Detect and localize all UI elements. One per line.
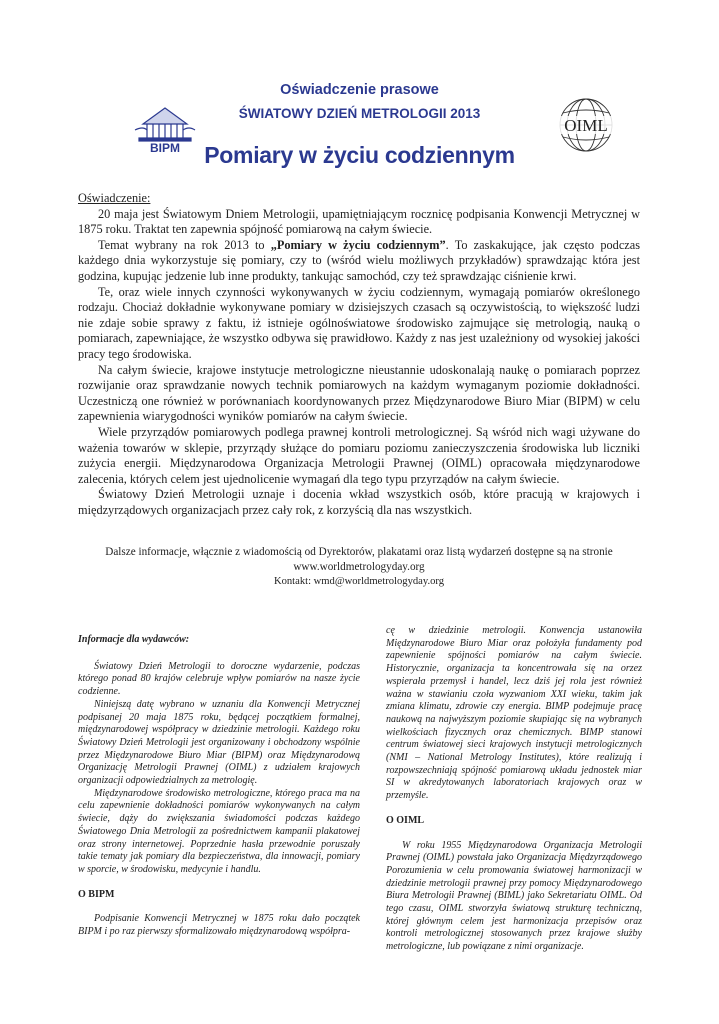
event-title: ŚWIATOWY DZIEŃ METROLOGII 2013	[238, 106, 481, 121]
bipm-logo-text: BIPM	[150, 141, 180, 154]
bipm-paragraph-start: Podpisanie Konwencji Metrycznej w 1875 roku dało początek BIPM i po raz pierwszy sformalizowało międzynarodową współpra-	[78, 913, 360, 938]
statement-paragraph-5: Wiele przyrządów pomiarowych podlega prawnej kontroli metrologicznej. Są wśród nich wagi używane do ważenia towarów w sklepie, przyrządy służące do pomiaru poziomu zanieczyszczenia środowiska lub liczniki zużycia energii. Międzynarodowa Organizacja Metrologii Prawnej (OIML) opracowała międzynarodowe zalecenia, których celem jest ujednolicenie wymagań dla tego typu przyrządów na całym świecie.	[78, 424, 640, 486]
statement-paragraph-2-rest: . To zaskakujące, jak często podczas każdego dnia wykorzystuje się pomiary, czy to (wśród wielu możliwych przykładów) sprawdzając która jest godzina, kupując jedzenie lub inne produkty, tankując samochód, czy też sprawdzając ciśnienie krwi.	[78, 237, 640, 283]
more-info-text: Dalsze informacje, włącznie z wiadomością od Dyrektorów, plakatami oraz listą wydarzeń dostępne są na stronie	[105, 546, 613, 558]
statement-paragraph-4: Na całym świecie, krajowe instytucje metrologiczne nieustannie udoskonalają naukę o pomiarach poprzez rozwijanie oraz sprawdzanie nowych technik pomiarowych na każdym wymaganym poziomie dokładności. Uczestniczą one również w porównaniach koordynowanych przez Międzynarodowe Biuro Miar (BIPM) w celu zapewnienia wiarygodności wyników pomiarów na całym świecie.	[78, 362, 640, 424]
statement-paragraph-6: Światowy Dzień Metrologii uznaje i docenia wkład wszystkich osób, które pracują w krajowych i międzyrządowych organizacjach przez cały rok, z korzyścią dla nas wszystkich.	[78, 487, 640, 517]
oiml-heading: O OIML	[386, 814, 425, 826]
editors-paragraph-3: Międzynarodowe środowisko metrologiczne, którego praca ma na celu zapewnienie dokładności pomiarów wykonywanych na całym świecie, dąży do zwiększania świadomości podczas każdego Światowego Dnia Metrologii za pośrednictwem kampanii plakatowej oraz strony internetowej. Poprzednie hasła przewodnie poruszały takie tematy jak pomiary dla bezpieczeństwa, dla innowacji, pomiary w sporcie, w środowisku, medycynie i handlu.	[78, 787, 360, 875]
editors-column-left	[78, 626, 360, 939]
editors-paragraph-2: Niniejszą datę wybrano w uznaniu dla Konwencji Metrycznej podpisanej 20 maja 1875 roku, będącej początkiem formalnej, międzynarodowej współpracy w dziedzinie metrologii. Każdego roku Światowy Dzień Metrologii jest organizowany i obchodzony wspólnie przez Międzynarodowe Biuro Miar (BIPM) oraz Międzynarodową Organizację Metrologii Prawnej (OIML) z udziałem krajowych organizacji odpowiedzialnych za metrologię.	[78, 698, 360, 787]
statement-paragraph-1: 20 maja jest Światowym Dniem Metrologii, upamiętniającym rocznicę podpisania Konwencji Metrycznej w 1875 roku. Traktat ten zapewnia spójność pomiarową na całym świecie.	[78, 206, 640, 237]
contact-info	[78, 545, 640, 589]
oiml-paragraph: W roku 1955 Międzynarodowa Organizacja Metrologii Prawnej (OIML) powstała jako Organizacja Międzyrządowego Porozumienia w celu promowania światowej harmonizacji w dziedzinie metrologii prawnej przy pomocy Międzynarodowego Biura Metrologii Prawnej (BIML) jako Sekretariatu OIML. Od tego czasu, OIML stworzyła światową strukturę techniczną, której głównym celem jest harmonizacja przepisów oraz kontroli metrologicznej stosowanych przez krajowe służby metrologiczne, lub powiązane z nimi organizacje.	[386, 839, 642, 953]
editors-heading: Informacje dla wydawców:	[78, 634, 190, 645]
contact-email[interactable]: Kontakt: wmd@worldmetrologyday.org	[273, 576, 445, 587]
website-link[interactable]: www.worldmetrologyday.org	[293, 561, 425, 573]
main-title: Pomiary w życiu codziennym	[204, 142, 515, 168]
statement-paragraph-2-start: Temat wybrany na rok 2013 to	[98, 237, 271, 252]
statement-paragraph-3: Te, oraz wiele innych czynności wykonywanych w życiu codziennym, wymagają pomiarów określonego rodzaju. Chociaż dokładnie wykonywane pomiary w dzisiejszych czasach są oczywistością, to większość ludzi nie zdaje sobie sprawy z faktu, iż istnieje ogólnoświatowe środowisko zajmujące się metrologią, nauką o pomiarach, zapewniające, że wszystko odbywa się prawidłowo. Każdy z nas jest uzależniony od wysokiej jakości pracy tego środowiska.	[78, 284, 640, 361]
bipm-paragraph-continued: cę w dziedzinie metrologii. Konwencja ustanowiła Międzynarodowe Biuro Miar oraz położyła fundamenty pod zapewnienie spójności pomiarów na całym świecie. Historycznie, organizacja ta koncentrowała się na orzez wspierała przemysł i handel, lecz dziś jej rola jest również ważna w stawianiu czoła wyzwaniom XXI wieku, takim jak zmiana klimatu, zdrowie czy energia. BIMP podejmuje pracę naukową na najwyższym poziomie skupiając się na wybranych wielkościach fizycznych oraz chemicznych. BIMP stanowi centrum światowej sieci krajowych instytucji metrologicznych (NMI – National Metrology Institutes), które realizują i rozpowszechniają spójność pomiarową układu jednostek miar SI w akredytowanych laboratoriach krajowych oraz w przemyśle.	[386, 625, 642, 802]
statement-body	[78, 191, 640, 518]
oiml-logo-text: OIML	[564, 116, 608, 135]
editors-paragraph-1: Światowy Dzień Metrologii to doroczne wydarzenie, podczas którego ponad 80 krajów celebruje wpływ pomiarów na nasze życie codzienne.	[78, 660, 360, 698]
header	[0, 0, 719, 190]
editors-column-right	[386, 625, 642, 954]
press-release-label: Oświadczenie prasowe	[280, 82, 439, 98]
statement-theme: „Pomiary w życiu codziennym”	[270, 237, 446, 252]
statement-paragraph-2	[78, 238, 640, 285]
bipm-heading: O BIPM	[78, 888, 115, 900]
statement-lead: Oświadczenie:	[78, 191, 151, 205]
